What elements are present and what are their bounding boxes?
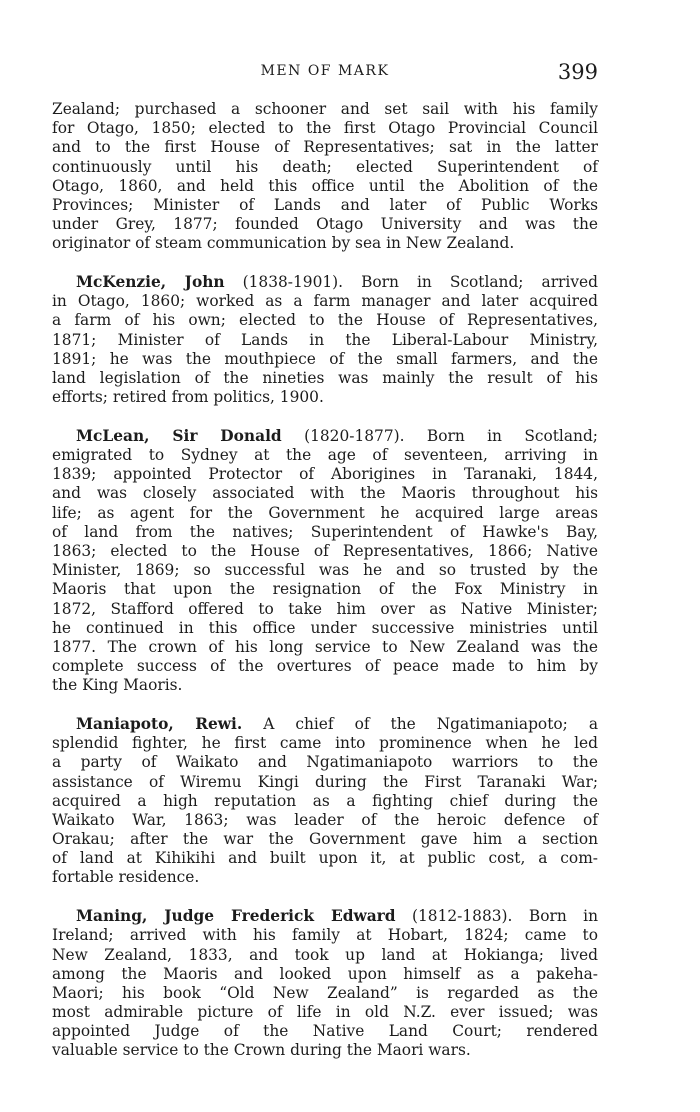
text-line: a party of Waikato and Ngatimaniapoto warriors to the xyxy=(52,753,598,772)
text-line: fortable residence. xyxy=(52,868,200,887)
text-line: assistance of Wiremu Kingi during the First Taranaki War; xyxy=(52,772,598,791)
entry-intro: (1820-1877). Born in Scotland; xyxy=(281,426,598,445)
text-line: Zealand; purchased a schooner and set sail with his family xyxy=(52,100,598,118)
text-line: and was closely associated with the Maoris throughout his xyxy=(52,484,598,503)
text-line: among the Maoris and looked upon himself as a pakeha- xyxy=(52,964,598,983)
text-line: Provinces; Minister of Lands and later of Public Works xyxy=(52,195,598,214)
text-line: emigrated to Sydney at the age of seventeen, arriving in xyxy=(52,446,598,464)
text-line: Otago, 1860, and held this office until the Abolition of the xyxy=(52,176,598,195)
text-line: 1891; he was the mouthpiece of the small farmers, and the xyxy=(52,349,598,368)
text-line: under Grey, 1877; founded Otago University and was the xyxy=(52,215,598,234)
text-line: valuable service to the Crown during the Maori wars. xyxy=(52,1041,471,1060)
text-line: 1877. The crown of his long service to New Zealand was the xyxy=(52,637,598,656)
entry-name: Maning, Judge Frederick Edward xyxy=(76,907,396,926)
text-line: Orakau; after the war the Government gave him a section xyxy=(52,830,598,849)
entry-mckenzie xyxy=(52,273,598,407)
text-line: Maoris that upon the resignation of the Fox Ministry in xyxy=(52,580,598,599)
entry-intro: (1812-1883). Born in xyxy=(395,907,599,926)
text-line: 1839; appointed Protector of Aborigines in Taranaki, 1844, xyxy=(52,465,598,484)
text-line: Minister, 1869; so successful was he and so trusted by the xyxy=(52,561,598,580)
text-line: for Otago, 1850; elected to the first Otago Provincial Council xyxy=(52,119,598,138)
text-line: appointed Judge of the Native Land Court; rendered xyxy=(52,1022,598,1041)
text-line: efforts; retired from politics, 1900. xyxy=(52,388,324,407)
entry-name: McLean, Sir Donald xyxy=(76,426,282,445)
text-line: of land from the natives; Superintendent of Hawke's Bay, xyxy=(52,522,598,541)
text-line: land legislation of the nineties was mainly the result of his xyxy=(52,368,598,387)
text-line: originator of steam communication by sea in New Zealand. xyxy=(52,234,515,253)
text-line: Ireland; arrived with his family at Hobart, 1824; came to xyxy=(52,926,598,945)
entry-first-line xyxy=(52,907,598,926)
entry-intro: A chief of the Ngatimaniapoto; a xyxy=(242,714,598,733)
text-line: he continued in this office under successive ministries until xyxy=(52,618,598,637)
text-line: Waikato War, 1863; was leader of the heroic defence of xyxy=(52,810,598,829)
text-line: continuously until his death; elected Superintendent of xyxy=(52,157,598,176)
text-line: 1871; Minister of Lands in the Liberal-Labour Ministry, xyxy=(52,330,598,349)
entry-first-line xyxy=(52,427,598,446)
text-line: the King Maoris. xyxy=(52,676,183,695)
text-line: acquired a high reputation as a fighting chief during the xyxy=(52,791,598,810)
text-line: life; as agent for the Government he acquired large areas xyxy=(52,503,598,522)
entry-first-line xyxy=(52,715,598,734)
text-line: of land at Kihikihi and built upon it, at public cost, a com- xyxy=(52,849,598,868)
text-line: complete success of the overtures of peace made to him by xyxy=(52,657,598,676)
page-number: 399 xyxy=(557,60,598,84)
text-line: and to the first House of Representatives; sat in the latter xyxy=(52,138,598,157)
running-header xyxy=(52,60,598,84)
entry-intro: (1838-1901). Born in Scotland; arrived xyxy=(224,273,598,291)
entry-maniapoto xyxy=(52,715,598,888)
text-line: Maori; his book “Old New Zealand” is regarded as the xyxy=(52,983,598,1002)
text-line: New Zealand, 1833, and took up land at Hokianga; lived xyxy=(52,945,598,964)
text-line: in Otago, 1860; worked as a farm manager and later acquired xyxy=(52,292,598,311)
entry-mclean xyxy=(52,427,598,696)
text-line: a farm of his own; elected to the House of Representatives, xyxy=(52,311,598,330)
text-line: 1863; elected to the House of Representatives, 1866; Native xyxy=(52,541,598,560)
entry-name: McKenzie, John xyxy=(76,273,225,291)
running-title: MEN OF MARK xyxy=(260,63,390,79)
entry-name: Maniapoto, Rewi. xyxy=(76,714,243,733)
page-body xyxy=(52,100,598,1061)
entry-first-line xyxy=(52,273,598,292)
text-line: most admirable picture of life in old N.Z. ever issued; was xyxy=(52,1003,598,1022)
entry-maning xyxy=(52,907,598,1061)
text-line: splendid fighter, he first came into prominence when he led xyxy=(52,734,598,753)
text-line: 1872, Stafford offered to take him over as Native Minister; xyxy=(52,599,598,618)
continued-paragraph xyxy=(52,100,598,254)
